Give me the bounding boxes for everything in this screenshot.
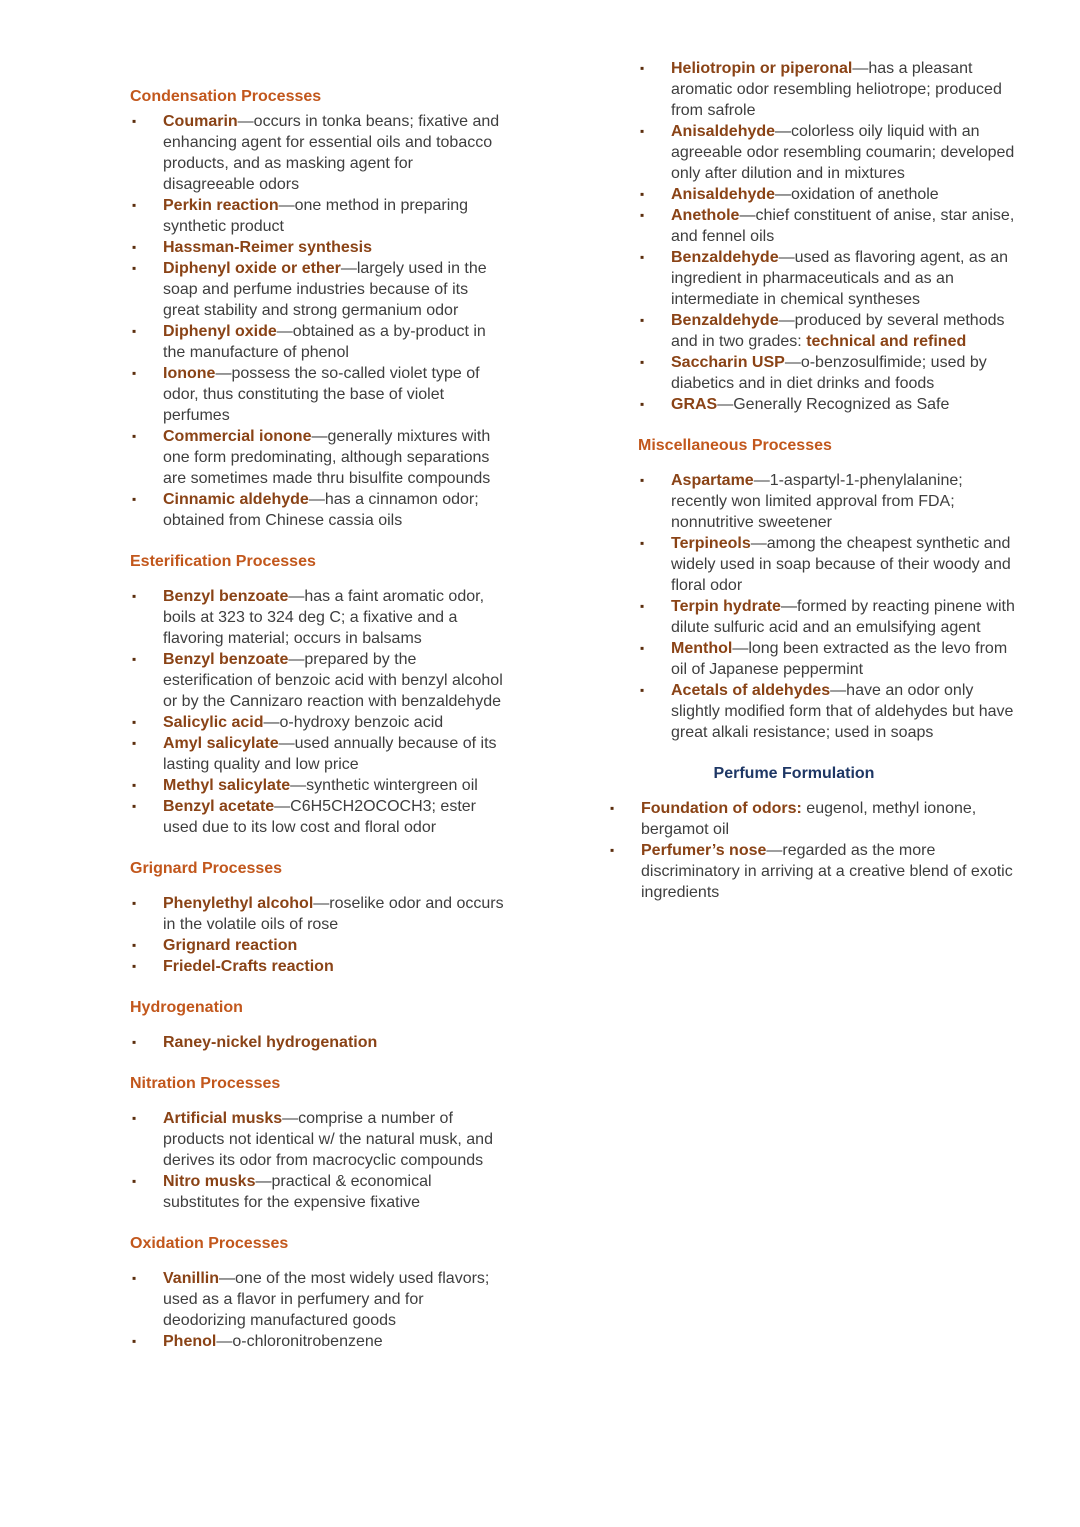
bullet-square-icon: ▪	[132, 896, 137, 910]
term-text: Perkin reaction	[163, 197, 279, 214]
body-text: —oxidation of anethole	[775, 186, 939, 203]
term-text: Anethole	[671, 207, 740, 224]
bullet-list	[638, 58, 1016, 415]
section-heading: Grignard Processes	[130, 860, 283, 877]
term-text: Phenylethyl alcohol	[163, 895, 314, 912]
list-item	[130, 733, 508, 775]
bullet-square-icon: ▪	[640, 355, 645, 369]
term-text: Menthol	[671, 640, 733, 657]
term-text: Benzaldehyde	[671, 312, 779, 329]
list-item	[130, 712, 508, 733]
bullet-list	[638, 470, 1016, 743]
list-item	[130, 1108, 508, 1171]
term-text: Anisaldehyde	[671, 186, 776, 203]
body-text: —comprise a number of products not identical w/ the natural musk, and derives its odor from macrocyclic compounds	[163, 1110, 493, 1169]
body-text: —regarded as the more discriminatory in arriving at a creative blend of exotic ingredients	[641, 842, 1013, 901]
term-text: Ionone	[163, 365, 216, 382]
term-text: GRAS	[671, 396, 718, 413]
body-text: —o-benzosulfimide; used by diabetics and in diet drinks and foods	[671, 354, 987, 392]
bullet-square-icon: ▪	[640, 208, 645, 222]
body-text: —Generally Recognized as Safe	[717, 396, 950, 413]
term-text: Hassman-Reimer synthesis	[163, 239, 372, 256]
body-text: —obtained as a by-product in the manufacture of phenol	[163, 323, 486, 361]
body-text: —C6H5CH2OCOCH3; ester used due to its low cost and floral odor	[163, 798, 476, 836]
bullet-square-icon: ▪	[640, 187, 645, 201]
list-item	[638, 310, 1016, 352]
list-item	[130, 1268, 508, 1331]
term-text: Methyl salicylate	[163, 777, 291, 794]
section-heading: Nitration Processes	[130, 1075, 281, 1092]
term-text: Terpineols	[671, 535, 751, 552]
term-text: Terpin hydrate	[671, 598, 781, 615]
bullet-square-icon: ▪	[132, 492, 137, 506]
term-text: Grignard reaction	[163, 937, 298, 954]
bullet-square-icon: ▪	[132, 589, 137, 603]
bullet-list	[130, 586, 508, 838]
body-text: —have an odor only slightly modified form that of aldehydes but have great alkali resistance; used in soaps	[671, 682, 1014, 741]
bullet-square-icon: ▪	[640, 61, 645, 75]
list-item	[638, 58, 1016, 121]
bullet-square-icon: ▪	[132, 715, 137, 729]
list-item	[638, 533, 1016, 596]
body-text: eugenol, methyl ionone, bergamot oil	[641, 800, 977, 838]
left-column	[130, 86, 508, 1352]
term-text: Salicylic acid	[163, 714, 264, 731]
body-text: —one method in preparing synthetic product	[163, 197, 469, 235]
list-item	[130, 893, 508, 935]
body-text: —synthetic wintergreen oil	[290, 777, 478, 794]
list-item	[130, 935, 508, 956]
section-heading: Oxidation Processes	[130, 1235, 289, 1252]
bullet-square-icon: ▪	[132, 324, 137, 338]
bullet-square-icon: ▪	[610, 843, 615, 857]
bullet-square-icon: ▪	[132, 261, 137, 275]
bullet-square-icon: ▪	[132, 1174, 137, 1188]
list-item	[638, 638, 1016, 680]
body-text: —formed by reacting pinene with dilute sulfuric acid and an emulsifying agent	[671, 598, 1015, 636]
bullet-square-icon: ▪	[132, 652, 137, 666]
list-item	[130, 1331, 508, 1352]
term-text: Cinnamic aldehyde	[163, 491, 309, 508]
term-text: Raney-nickel hydrogenation	[163, 1034, 378, 1051]
bullet-square-icon: ▪	[640, 250, 645, 264]
bullet-square-icon: ▪	[640, 536, 645, 550]
term-text: Commercial ionone	[163, 428, 312, 445]
bullet-square-icon: ▪	[132, 938, 137, 952]
list-item	[130, 426, 508, 489]
section-heading: Hydrogenation	[130, 999, 243, 1016]
term-text: Vanillin	[163, 1270, 220, 1287]
bullet-list	[608, 798, 1016, 903]
term-text: Benzyl benzoate	[163, 588, 289, 605]
term-text: Benzaldehyde	[671, 249, 779, 266]
list-item	[130, 321, 508, 363]
bullet-square-icon: ▪	[640, 313, 645, 327]
body-text: —produced by several methods and in two grades:	[671, 312, 1005, 350]
term-text: Saccharin USP	[671, 354, 785, 371]
list-item	[608, 840, 1016, 903]
bullet-square-icon: ▪	[640, 599, 645, 613]
body-text: —has a faint aromatic odor, boils at 323 to 324 deg C; a fixative and a flavoring material; occurs in balsams	[163, 588, 485, 647]
section-heading: Miscellaneous Processes	[638, 437, 832, 454]
body-text: —roselike odor and occurs in the volatile oils of rose	[163, 895, 504, 933]
bullet-square-icon: ▪	[132, 198, 137, 212]
body-text: —generally mixtures with one form predominating, although separations are sometimes made thru bisulfite compounds	[163, 428, 491, 487]
term-text: Heliotropin or piperonal	[671, 60, 853, 77]
bullet-square-icon: ▪	[132, 366, 137, 380]
formulation-heading: Perfume Formulation	[713, 765, 875, 782]
body-text: —prepared by the esterification of benzoic acid with benzyl alcohol or by the Cannizaro reaction with benzaldehyde	[163, 651, 503, 710]
body-text: —has a cinnamon odor; obtained from Chinese cassia oils	[163, 491, 479, 529]
bullet-list	[130, 893, 508, 977]
section-heading: Condensation Processes	[130, 88, 322, 105]
term-text: Artificial musks	[163, 1110, 283, 1127]
body-text: —long been extracted as the levo from oil of Japanese peppermint	[671, 640, 1008, 678]
bullet-square-icon: ▪	[132, 114, 137, 128]
list-item	[130, 489, 508, 531]
body-text: —used annually because of its lasting quality and low price	[163, 735, 497, 773]
list-item	[638, 247, 1016, 310]
bullet-square-icon: ▪	[132, 1334, 137, 1348]
list-item	[130, 796, 508, 838]
body-text: —used as flavoring agent, as an ingredient in pharmaceuticals and as an intermediate in chemical syntheses	[671, 249, 1009, 308]
bullet-square-icon: ▪	[610, 801, 615, 815]
bullet-list	[130, 111, 508, 531]
bullet-square-icon: ▪	[132, 240, 137, 254]
list-item	[130, 258, 508, 321]
body-text: —largely used in the soap and perfume industries because of its great stability and strong germanium odor	[163, 260, 487, 319]
term-text: Phenol	[163, 1333, 217, 1350]
term-text: Coumarin	[163, 113, 238, 130]
bullet-square-icon: ▪	[640, 124, 645, 138]
list-item	[130, 775, 508, 796]
bullet-list	[130, 1108, 508, 1213]
list-item	[608, 798, 1016, 840]
body-text: —one of the most widely used flavors; used as a flavor in perfumery and for deodorizing manufactured goods	[163, 1270, 490, 1329]
term-text: Diphenyl oxide	[163, 323, 277, 340]
list-item	[638, 205, 1016, 247]
list-item	[638, 394, 1016, 415]
body-text: —1-aspartyl-1-phenylalanine; recently won limited approval from FDA; nonnutritive sweetener	[671, 472, 963, 531]
term-text: Diphenyl oxide or ether	[163, 260, 341, 277]
list-item	[130, 649, 508, 712]
bullet-square-icon: ▪	[132, 1035, 137, 1049]
bullet-square-icon: ▪	[640, 683, 645, 697]
bullet-square-icon: ▪	[132, 799, 137, 813]
bullet-list	[130, 1032, 508, 1053]
bullet-square-icon: ▪	[132, 429, 137, 443]
term-text: Aspartame	[671, 472, 754, 489]
section-heading: Esterification Processes	[130, 553, 316, 570]
list-item	[130, 111, 508, 195]
list-item	[638, 121, 1016, 184]
bullet-square-icon: ▪	[640, 641, 645, 655]
bullet-square-icon: ▪	[132, 1111, 137, 1125]
term-text: Acetals of aldehydes	[671, 682, 831, 699]
body-text: —occurs in tonka beans; fixative and enhancing agent for essential oils and tobacco products, and as masking agent for disagreeable odors	[163, 113, 500, 193]
body-text: —o-hydroxy benzoic acid	[263, 714, 444, 731]
bullet-square-icon: ▪	[132, 736, 137, 750]
bullet-list	[130, 1268, 508, 1352]
term-text: Anisaldehyde	[671, 123, 776, 140]
list-item	[130, 237, 508, 258]
list-item	[638, 184, 1016, 205]
list-item	[638, 596, 1016, 638]
bullet-square-icon: ▪	[640, 473, 645, 487]
term-text: Perfumer’s nose	[641, 842, 767, 859]
body-text: —colorless oily liquid with an agreeable odor resembling coumarin; developed only after dilution and in mixtures	[671, 123, 1015, 182]
right-column	[610, 58, 1016, 903]
bullet-square-icon: ▪	[132, 1271, 137, 1285]
body-text: —chief constituent of anise, star anise, and fennel oils	[671, 207, 1015, 245]
list-item	[130, 956, 508, 977]
term-text: Friedel-Crafts reaction	[163, 958, 334, 975]
term-text: Foundation of odors:	[641, 800, 802, 817]
term-text: Nitro musks	[163, 1173, 256, 1190]
list-item	[130, 586, 508, 649]
bullet-square-icon: ▪	[132, 778, 137, 792]
term-text: technical and refined	[806, 333, 967, 350]
list-item	[638, 352, 1016, 394]
list-item	[638, 470, 1016, 533]
term-text: Amyl salicylate	[163, 735, 279, 752]
list-item	[130, 363, 508, 426]
term-text: Benzyl benzoate	[163, 651, 289, 668]
body-text: —has a pleasant aromatic odor resembling heliotrope; produced from safrole	[671, 60, 1002, 119]
term-text: Benzyl acetate	[163, 798, 275, 815]
bullet-square-icon: ▪	[640, 397, 645, 411]
list-item	[130, 1171, 508, 1213]
body-text: —practical & economical substitutes for the expensive fixative	[163, 1173, 432, 1211]
bullet-square-icon: ▪	[132, 959, 137, 973]
list-item	[130, 195, 508, 237]
list-item	[638, 680, 1016, 743]
body-text: —among the cheapest synthetic and widely used in soap because of their woody and floral odor	[671, 535, 1011, 594]
body-text: —o-chloronitrobenzene	[216, 1333, 383, 1350]
list-item	[130, 1032, 508, 1053]
body-text: —possess the so-called violet type of odor, thus constituting the base of violet perfumes	[163, 365, 480, 424]
